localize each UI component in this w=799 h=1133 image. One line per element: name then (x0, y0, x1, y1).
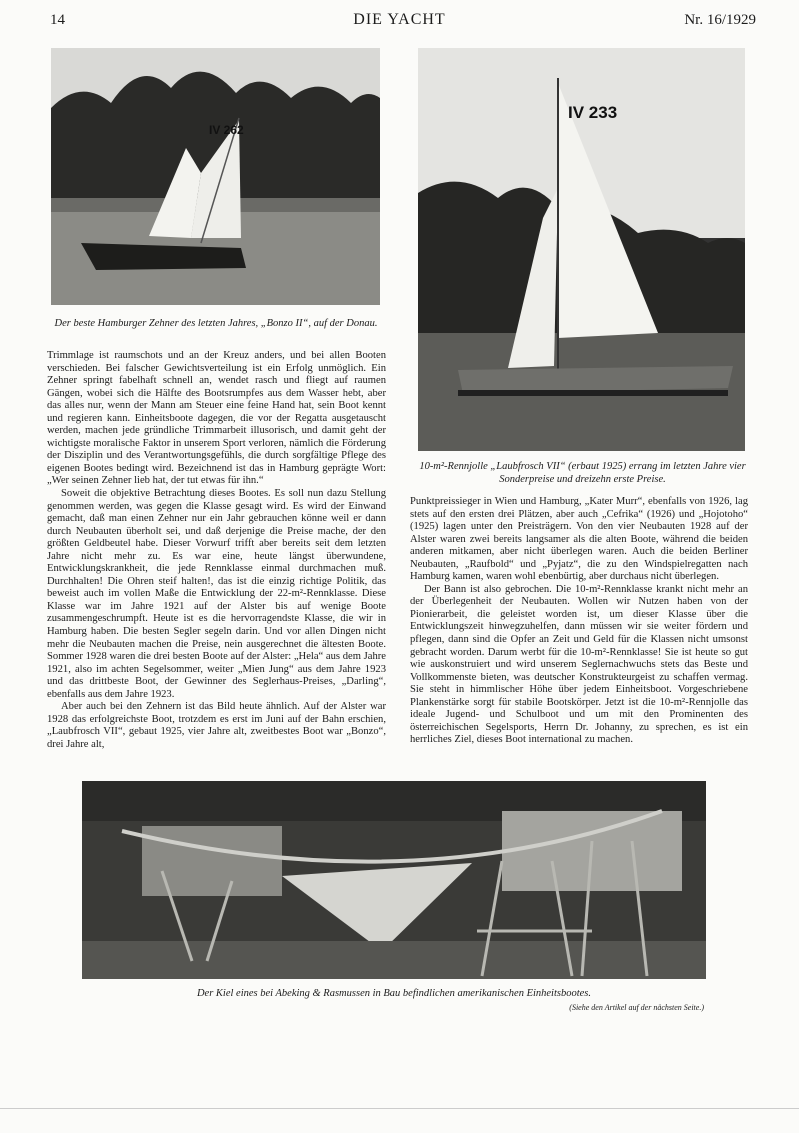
page-number: 14 (50, 12, 65, 28)
left-text-column (47, 350, 386, 752)
right-text-column (410, 496, 748, 747)
right-paragraph-2: Der Bann ist also gebrochen. Die 10-m²-Rennklasse krankt nicht mehr an der Überlegenheit der Neubauten. Wollen wir Nutzen haben von der Pionierarbeit, die geleistet worden ist, um dieser Klasse über die Entwicklungszeit hinwegzuhelfen, dann müssen wir sie weiter fördern und pflegen, dann sind die Opfer an Zeit und Geld für die Klassen nicht umsonst gebracht worden. Darum werbt für die 10-m²-Rennklasse! Sie ist heute so gut wie auskonstruiert und wird unserem Seglernachwuchs stets das Beste und Vollkommenste bieten, was deutscher Konstrukteurgeist zu schaffen vermag. Sie steht in himmlischer Höhe über jedem Einheitsboot. Vorgeschriebene Plankenstärke sorgt für stabile Bootskörper. Jetzt ist die 10-m²-Rennjolle das ideale Jugend- und Schulboot und um mit den Prominenten des österreichischen Segelsports, Herrn Dr. Johanny, zu sprechen, es ist ein herrliches Ziel, dieses Boot international zu machen. (410, 583, 748, 746)
issue-number: Nr. 16/1929 (684, 12, 756, 28)
right-paragraph-1: Punktpreissieger in Wien und Hamburg, „Kater Murr“, ebenfalls von 1926, lag stets auf den ersten drei Plätzen, aber auch „Cefrika“ (1926) und „Hojotoho“ (1925) lagen unter den Preisträgern. Von den vier Neubauten 1928 auf der Alster waren zwei bereits langsamer als die alten Boote, während die beiden anderen mitkamen, aber nicht überlegen waren. Auch die beiden Berliner Neubauten, „Raufbold“ und „Pyjatz“, die zu den Windspielregatten nach Hamburg kamen, waren wohl ebenbürtig, aber durchaus nicht überlegen. (410, 496, 748, 583)
left-paragraph-2: Soweit die objektive Betrachtung dieses Bootes. Es soll nun dazu Stellung genommen werden, was gegen die Klasse gesagt wird. Es wird der Einwand gemacht, daß man einen Zehner nur ein Jahr gebrauchen könne weil er dann durch Neubauten überholt sei, und daß derjenige die Preise mache, der den größten Geldbeutel habe. Dieser Vorwurf trifft aber bereits seit dem letzten Jahre nicht mehr zu. Es war eine, heute längst überwundene, Entwicklungskrankheit, die jede Rennklasse einmal durchmachen muß. Durchhalten! Die Ohren steif halten!, das ist die einzig richtige Politik, das beweist auch im vollen Maße die Entwicklung der 22-m²-Rennklasse. Diese Klasse war im Jahre 1921 auf der Alster bis auf wenige Boote zusammengeschrumpft. Heute ist es die hervorragendste Klasse, die wir in Hamburg haben. Die besten Segler segeln darin. Und vor allen Dingen nicht mehr die Neubauten machen die Preise, nein ausgerechnet die ältesten Boote. Sommer 1928 waren die drei besten Boote auf der Alster: „Hela“ aus dem Jahre 1921, also im achten Segelsommer, weiter „Mien Jung“ aus dem Jahre 1923 und das drittbeste Boot, der Gewinner des Seglerhaus-Preises, „Darling“, ebenfalls aus dem Jahre 1923. (47, 488, 386, 700)
left-paragraph-3: Aber auch bei den Zehnern ist das Bild heute ähnlich. Auf der Alster war 1928 das erfolgreichste Boot, trotzdem es erst im Juni auf der Bahn erschien, „Laubfrosch VII“, gebaut 1925, vier Jahre alt, zweitbestes Boot war „Bonzo“, drei Jahre alt, (47, 701, 386, 750)
caption-top-right: 10-m²-Rennjolle „Laubfrosch VII“ (erbaut 1925) errang im letzten Jahre vier Sonderpreise und dreizehn erste Preise. (419, 461, 746, 485)
caption-bottom: Der Kiel eines bei Abeking & Rasmussen in Bau befindlichen amerikanischen Einheitsbootes. (196, 988, 592, 999)
sail-number-262: IV 262 (209, 123, 244, 137)
magazine-title: DIE YACHT (353, 11, 446, 28)
photo-keel-construction (82, 781, 706, 979)
left-paragraph-1: Trimmlage ist raumschots und an der Kreuz anders, und bei allen Booten verschieden. Bei falscher Gewichtsverteilung ist ein Erfolg unmöglich. Ein Zehner springt fabelhaft schnell an, wendet rasch und fliegt auf raumen Gängen, wobei sich die Hälfte des Bootsrumpfes aus dem Wasser hebt, aber das alles nur, wenn der Mann am Steuer eine feine Hand hat, sein Boot kennt und regieren kann. Einheitsboote dagegen, die vor der Regatta ausgetauscht werden, machen jede gründliche Trimmarbeit illusorisch, und damit geht der wichtigste moralische Faktor in unserem Sport verloren, nämlich die Förderung der Disziplin und des Verantwortungsgefühls, die durch sorgfältige Pflege des eigenen Bootes bedingt wird. Bezeichnend ist das in Hamburg geprägte Wort: „Wer seinen Zehner lieb hat, der tut etwas für ihn.“ (47, 350, 386, 487)
sail-number-233: IV 233 (568, 103, 618, 122)
page-bottom-rule (0, 1108, 799, 1109)
photo-laubfrosch-sailboat (418, 48, 745, 451)
caption-bottom-note: (Siehe den Artikel auf der nächsten Seite.) (569, 1003, 704, 1012)
caption-top-left: Der beste Hamburger Zehner des letzten Jahres, „Bonzo II“, auf der Donau. (54, 318, 378, 329)
photo-bonzo-sailboat (51, 48, 380, 305)
